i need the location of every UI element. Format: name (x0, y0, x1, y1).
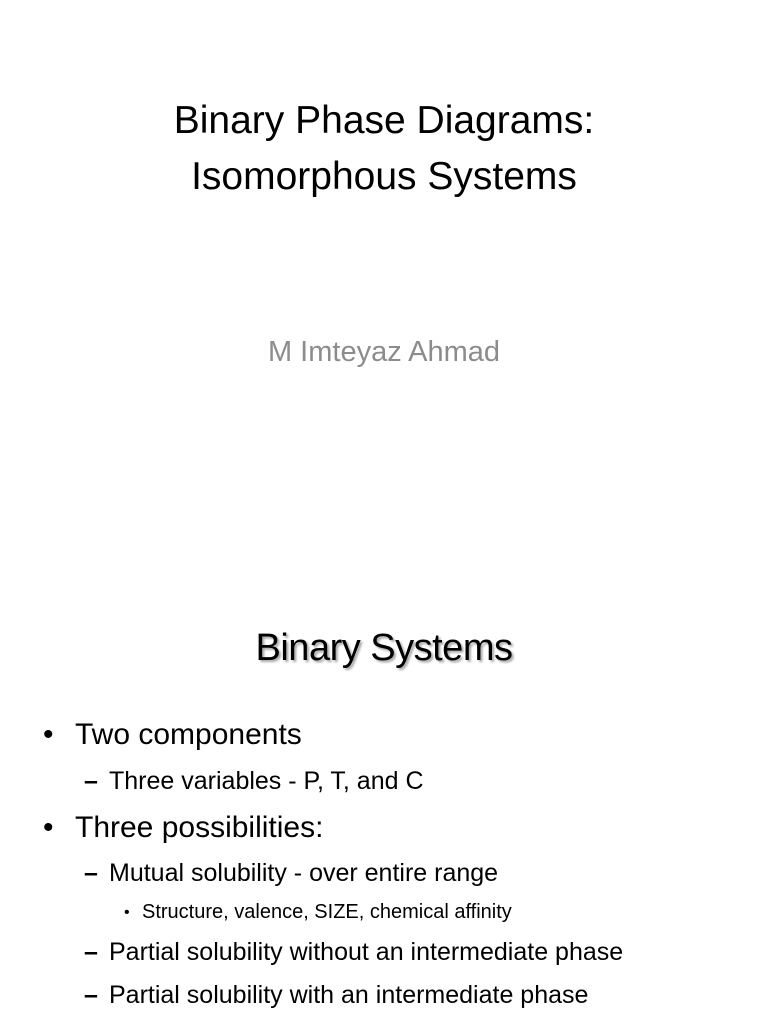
sub-bullet-item (84, 765, 424, 797)
title-line-2: Isomorphous Systems (191, 155, 577, 198)
title-line-1: Binary Phase Diagrams: (173, 99, 595, 142)
dash-marker: – (84, 859, 98, 887)
author-name: M Imteyaz Ahmad (267, 336, 501, 368)
sub-bullet-item (84, 857, 498, 889)
content-slide (0, 576, 768, 1024)
bullet-text: Three variables - P, T, and C (109, 767, 424, 795)
dash-marker: – (84, 938, 98, 966)
bullet-item (43, 810, 323, 846)
bullet-item (43, 717, 302, 753)
sub-bullet-item (84, 979, 588, 1011)
bullet-text: Structure, valence, SIZE, chemical affinity (142, 901, 512, 923)
bullet-text: Partial solubility without an intermediate phase (109, 938, 624, 966)
bullet-marker: • (43, 718, 54, 751)
bullet-marker: • (43, 811, 54, 844)
slide-heading: Binary Systems (255, 627, 513, 669)
dash-marker: – (84, 981, 98, 1009)
sub-sub-bullet-item (124, 899, 512, 926)
bullet-text: Two components (75, 718, 302, 751)
bullet-text: Three possibilities: (75, 811, 324, 844)
sub-bullet-item (84, 936, 623, 968)
presentation-title (0, 93, 768, 205)
bullet-text: Partial solubility with an intermediate phase (109, 981, 589, 1009)
bullet-marker: • (124, 904, 130, 921)
bullet-text: Mutual solubility - over entire range (109, 859, 499, 887)
dash-marker: – (84, 767, 98, 795)
